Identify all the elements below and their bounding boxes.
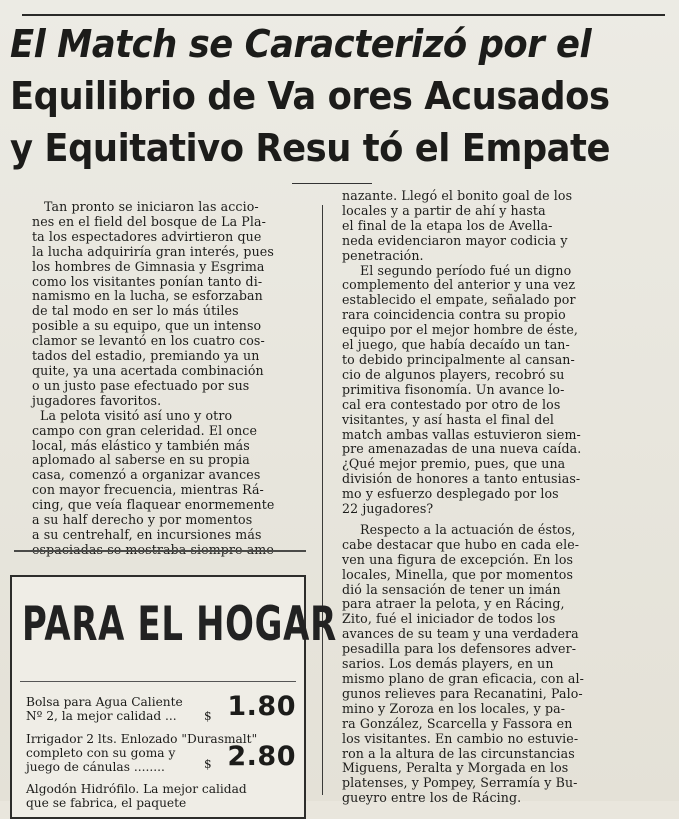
ad-title: PARA EL HOGAR — [22, 597, 337, 652]
headline-separator — [292, 183, 372, 184]
ad-separator — [14, 550, 306, 552]
advertisement-box — [10, 575, 337, 819]
paragraph: nazante. Llegó el bonito goal de los locales y a partir de ahí y hasta el final de la etapa los de Avella- neda evidenciaron mayor codicia y penetración. — [342, 188, 573, 263]
paragraph: La pelota visitó así uno y otro campo con gran celeridad. El once local, más elástico y también más aplomado al saberse en su propia casa, comenzó a organizar avances con mayor frecuencia, mientras Rá- cing, que veía flaquear enormemente a su half derecho y por momentos a su centrehalf, en incursiones más espaciadas se mostraba siempre ame- — [32, 407, 279, 557]
ad-item: Algodón Hidrófilo. La mejor calidad que se fabrica, el paquete — [26, 782, 247, 810]
headline-line-2: Equilibrio de Va ores Acusados — [10, 74, 610, 118]
article-column-left — [32, 200, 300, 558]
column-divider — [322, 205, 323, 795]
paragraph: Respecto a la actuación de éstos, cabe destacar que hubo en cada ele- ven una figura de excepción. En los locales, Minella, que por momentos dió la sensación de tener un imán para atraer la pelota, y en Rácing, Zito, fué el iniciador de todos los avances de su team y una verdadera pesadilla para los defensores adver- sarios. Los demás players, en un mismo plano de gran eficacia, con al- gunos relieves para Recanatini, Palo- mino y Zoroza en los locales, y pa- ra González, Scarcella y Fassora en los visitantes. En cambio no estuvie- ron a la altura de las circunstancias Miguens, Peralta y Morgada en los platenses, y Pompey, Serramía y Bu- gueyro entre los de Rácing. — [342, 521, 585, 806]
currency-sign: $ — [204, 709, 212, 723]
ad-price: 1.80 — [227, 691, 296, 722]
currency-sign: $ — [204, 757, 212, 771]
ad-divider — [20, 681, 296, 682]
headline-line-3: y Equitativo Resu tó el Empate — [10, 126, 610, 170]
top-rule — [22, 14, 665, 16]
ad-price: 2.80 — [227, 741, 296, 772]
paragraph: Tan pronto se iniciaron las accio- nes en el field del bosque de La Pla- ta los espectadores advirtieron que la lucha adquiriría gran interés, pues los hombres de Gimnasia y Esgrima como los visitantes ponían tanto di- namismo en la lucha, se esforzaban de tal modo en ser lo más útiles posible a su equipo, que un intenso clamor se levantó en los cuatro cos- tados del estadio, premiando ya un quite, ya una acertada combinación o un justo pase efectuado por sus jugadores favoritos. — [32, 199, 274, 408]
paragraph: El segundo período fué un digno complemento del anterior y una vez establecido el empate, señalado por rara coincidencia contra su propio equipo por el mejor hombre de éste, el juego, que había decaído un tan- to debido principalmente al cansan- cio de algunos players, recobró su primitiva fisonomía. Un avance lo- cal era contestado por otro de los visitantes, y así hasta el final del match ambas vallas estuvieron siem- pre amenazadas de una nueva caída. ¿Qué mejor premio, pues, que una división de honores a tanto entusias- mo y esfuerzo desplegado por los 22 jugadores? — [342, 262, 582, 517]
article-column-right — [342, 189, 672, 806]
headline — [10, 18, 625, 174]
headline-line-1: El Match se Caracterizó por el — [10, 22, 592, 66]
ad-item: Bolsa para Agua Caliente Nº 2, la mejor calidad ... — [26, 695, 183, 723]
ad-item: Irrigador 2 lts. Enlozado "Durasmalt" completo con su goma y juego de cánulas ........ — [26, 732, 258, 774]
